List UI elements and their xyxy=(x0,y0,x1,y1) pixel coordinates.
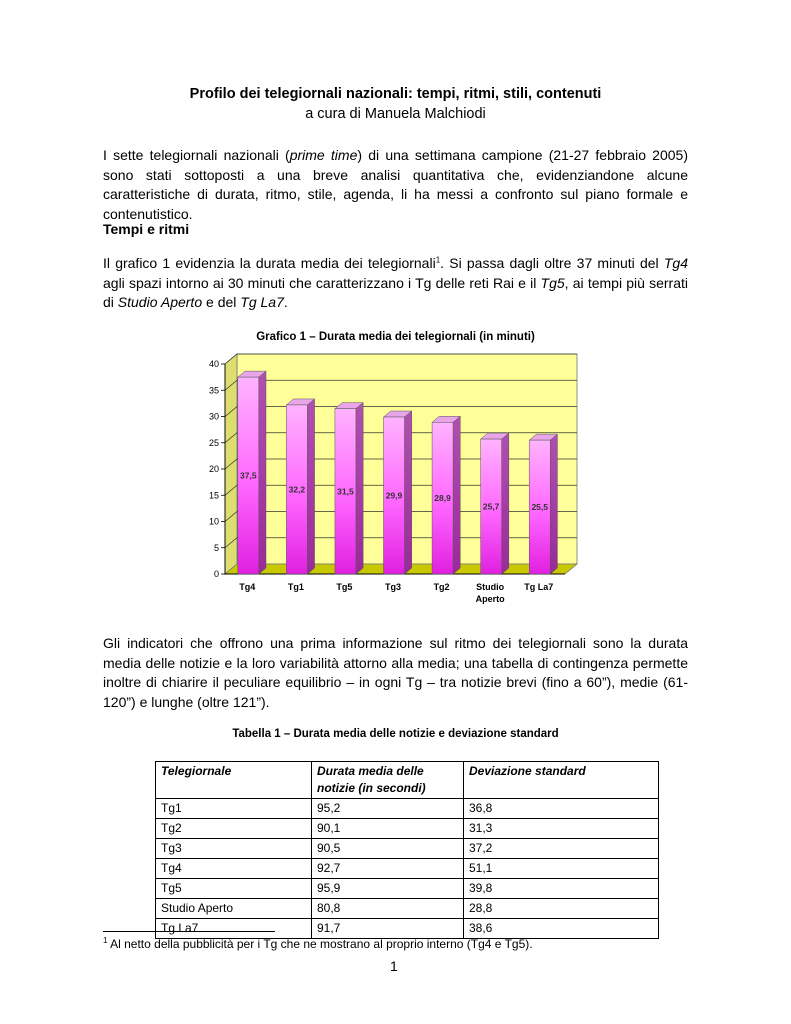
cell-telegiornale: Tg4 xyxy=(156,859,312,879)
intro-paragraph xyxy=(103,146,688,224)
y-tick-label: 30 xyxy=(208,411,219,422)
table-title: Tabella 1 – Durata media delle notizie e deviazione standard xyxy=(232,728,559,740)
bar-side xyxy=(356,403,363,574)
rhythm-paragraph xyxy=(103,634,688,712)
x-tick-label: Studio xyxy=(476,582,505,592)
x-tick-label: Tg La7 xyxy=(524,582,554,592)
cell-telegiornale: Tg2 xyxy=(156,819,312,839)
footnote-text: Al netto della pubblicità per i Tg che ne mostrano al proprio interno (Tg4 e Tg5). xyxy=(107,937,533,951)
news-duration-table xyxy=(155,761,659,939)
cell-telegiornale: Tg1 xyxy=(156,799,312,819)
p2-f: . xyxy=(283,294,288,310)
bar-side xyxy=(307,399,314,574)
page-subtitle: a cura di Manuela Malchiodi xyxy=(305,106,486,122)
cell-telegiornale: Tg3 xyxy=(156,839,312,859)
p2-tg4: Tg4 xyxy=(663,255,688,271)
table-header-row xyxy=(156,762,659,799)
y-tick-label: 25 xyxy=(208,437,219,448)
header-durata: Durata media delle notizie (in secondi) xyxy=(312,762,464,799)
cell-telegiornale: Studio Aperto xyxy=(156,899,312,919)
bar-side xyxy=(259,371,266,574)
y-tick-label: 0 xyxy=(213,569,219,579)
cell-durata: 91,7 xyxy=(312,919,464,939)
chart-intro-paragraph xyxy=(103,254,688,313)
bar-value-label: 28,9 xyxy=(434,493,451,504)
p2-d: , ai tempi più serrati di xyxy=(103,274,688,310)
bar-chart xyxy=(195,348,595,610)
intro-italic: prime time xyxy=(289,147,358,163)
table-row xyxy=(156,799,659,819)
footnote xyxy=(103,937,533,951)
page-number: 1 xyxy=(390,958,398,974)
bar-side xyxy=(502,433,509,574)
bar-value-label: 25,5 xyxy=(531,502,548,513)
bar-value-label: 25,7 xyxy=(482,501,500,512)
p2-b: . Si passa dagli oltre 37 minuti del xyxy=(440,255,664,271)
table-row xyxy=(156,899,659,919)
cell-durata: 95,9 xyxy=(312,879,464,899)
cell-deviazione: 37,2 xyxy=(464,839,659,859)
cell-telegiornale: Tg La7 xyxy=(156,919,312,939)
cell-deviazione: 31,3 xyxy=(464,819,659,839)
cell-deviazione: 36,8 xyxy=(464,799,659,819)
bar-value-label: 37,5 xyxy=(240,470,257,481)
bar-value-label: 32,2 xyxy=(288,484,306,495)
bar-value-label: 29,9 xyxy=(385,490,403,501)
table-row xyxy=(156,919,659,939)
cell-deviazione: 39,8 xyxy=(464,879,659,899)
table-row xyxy=(156,859,659,879)
p2-tg5: Tg5 xyxy=(540,274,565,291)
y-tick-label: 5 xyxy=(213,542,219,553)
cell-durata: 92,7 xyxy=(312,859,464,879)
x-tick-label: Tg5 xyxy=(336,582,353,592)
page-title: Profilo dei telegiornali nazionali: tempi, ritmi, stili, contenuti xyxy=(189,86,602,102)
cell-durata: 95,2 xyxy=(312,799,464,819)
intro-text-b: ) di una settimana campione (21-27 febbraio 2005) sono stati sottoposti a una breve analisi quantitativa che, evidenziandone alcune caratteristiche di durata, ritmo, stile, agenda, li ha messi a confronto sul piano formale e contenutistico. xyxy=(103,147,688,222)
intro-text-a: I sette telegiornali nazionali ( xyxy=(103,147,290,163)
footnote-ref[interactable]: 1 xyxy=(435,255,441,265)
p2-c: agli spazi intorno ai 30 minuti che caratterizzano i Tg delle reti Rai e il xyxy=(103,274,541,291)
table-row xyxy=(156,879,659,899)
table-row xyxy=(156,839,659,859)
x-tick-label: Tg1 xyxy=(287,582,304,592)
section-heading: Tempi e ritmi xyxy=(103,221,190,237)
y-tick-label: 15 xyxy=(208,490,219,501)
bar-side xyxy=(550,434,557,574)
y-tick-label: 10 xyxy=(208,516,219,527)
cell-deviazione: 28,8 xyxy=(464,899,659,919)
footnote-mark: 1 xyxy=(103,936,108,945)
x-tick-label: Tg4 xyxy=(239,582,256,592)
header-telegiornale: Telegiornale xyxy=(156,762,312,799)
p2-e: e del xyxy=(202,294,241,310)
cell-durata: 90,5 xyxy=(312,839,464,859)
header-deviazione: Deviazione standard xyxy=(464,762,659,799)
cell-deviazione: 51,1 xyxy=(464,859,659,879)
cell-durata: 80,8 xyxy=(312,899,464,919)
bar-side xyxy=(453,416,460,574)
x-tick-label: Aperto xyxy=(475,594,505,604)
x-tick-label: Tg3 xyxy=(384,582,402,592)
p2-a: Il grafico 1 evidenzia la durata media dei telegiornali xyxy=(103,255,436,271)
y-tick-label: 35 xyxy=(208,385,219,396)
rhythm-text: Gli indicatori che offrono una prima informazione sul ritmo dei telegiornali sono la durata media delle notizie e la loro variabilità attorno alla media; una tabella di contingenza permette inoltre di chiarire il peculiare equilibrio – in ogni Tg – tra notizie brevi (fino a 60”), medie (61-120”) e lunghe (oltre 121”). xyxy=(103,635,688,710)
footnote-divider xyxy=(103,931,275,932)
p2-la7: Tg La7 xyxy=(240,294,284,310)
chart-title: Grafico 1 – Durata media dei telegiornali (in minuti) xyxy=(256,331,535,343)
y-tick-label: 40 xyxy=(208,359,219,369)
bar-value-label: 31,5 xyxy=(337,486,354,497)
cell-telegiornale: Tg5 xyxy=(156,879,312,899)
x-tick-label: Tg2 xyxy=(433,582,450,592)
table-row xyxy=(156,819,659,839)
bar-side xyxy=(405,411,412,574)
cell-deviazione: 38,6 xyxy=(464,919,659,939)
p2-studio: Studio Aperto xyxy=(117,294,203,310)
cell-durata: 90,1 xyxy=(312,819,464,839)
y-tick-label: 20 xyxy=(208,464,219,474)
